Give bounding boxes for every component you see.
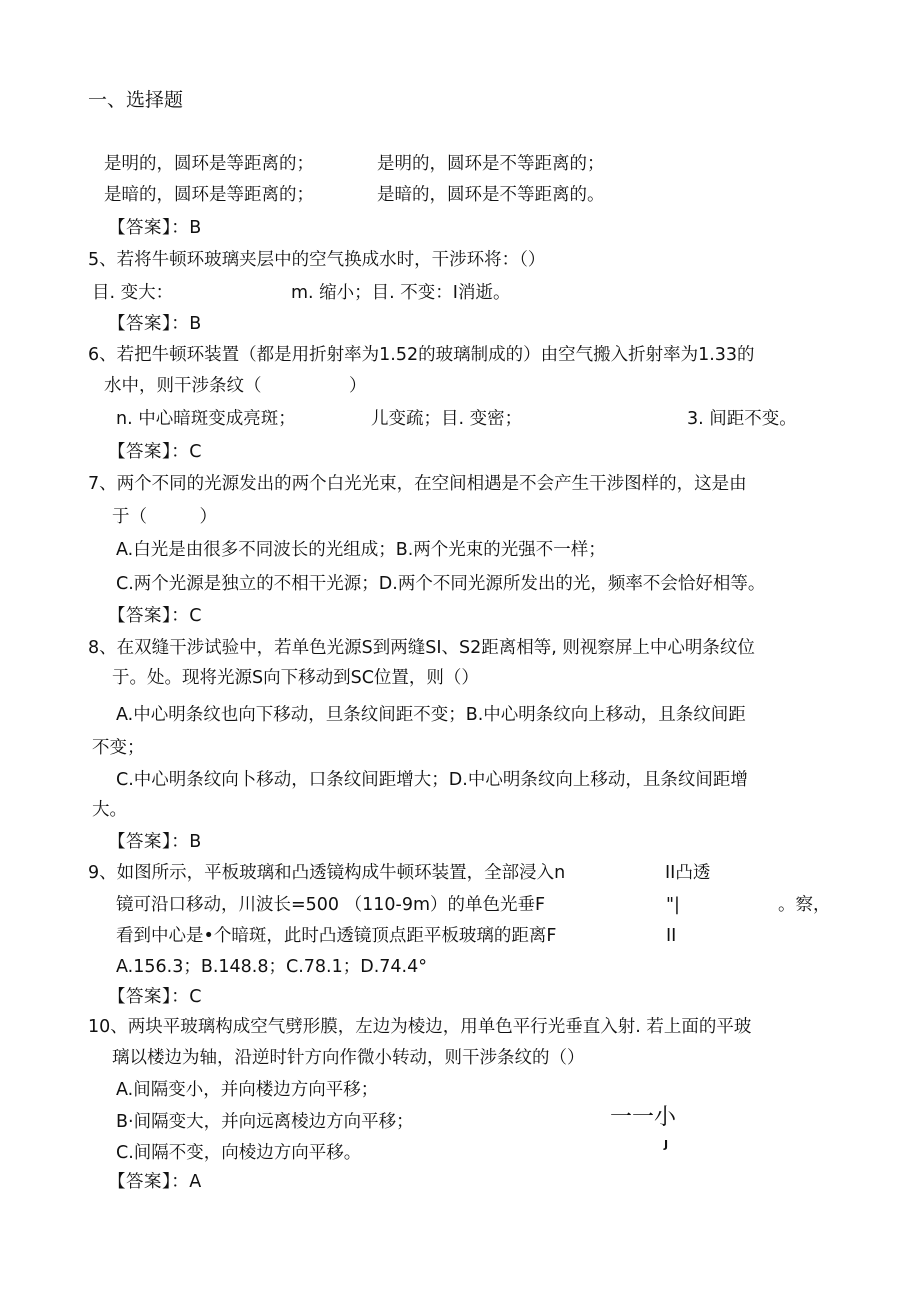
q8-options-line1a: A.中心明条纹也向下移动，旦条纹间距不变；B.中心明条纹向上移动，且条纹间距: [116, 705, 746, 725]
q6-answer: 【答案】：C: [108, 442, 202, 462]
q6-option-b: 儿变疏；目. 变密；: [371, 409, 523, 429]
q6-stem-line1: 6、若把牛顿环装置（都是用折射率为1.52的玻璃制成的）由空气搬入折射率为1.33的: [88, 345, 755, 365]
q7-options-line2: C.两个光源是独立的不相干光源；D.两个不同光源所发出的光，频率不会恰好相等。: [116, 574, 766, 594]
q10-option-c: C.间隔不变，向棱边方向平移。: [116, 1143, 362, 1163]
wedge-diagram: [610, 1100, 702, 1160]
q9-stem-line1-right: II凸透: [665, 863, 711, 883]
q9-answer: 【答案】：C: [108, 987, 202, 1007]
q7-stem-line1: 7、两个不同的光源发出的两个白光光束，在空间相遇是不会产生干涉图样的，这是由: [88, 474, 747, 494]
q4-option-line2-a: 是暗的，圆环是等距离的；: [104, 185, 314, 205]
q7-stem-line2: 于（ ）: [112, 507, 217, 527]
q10-stem-line2: 璃以楼边为轴，沿逆时针方向作微小转动，则干涉条纹的（）: [112, 1048, 585, 1068]
q8-options-line1b: 不变；: [92, 738, 145, 758]
q7-options-line1: A.白光是由很多不同波长的光组成；B.两个光束的光强不一样；: [116, 540, 606, 560]
section-title: 一、选择题: [88, 89, 184, 111]
q10-option-b: B·间隔变大，并向远离棱边方向平移；: [116, 1112, 414, 1132]
q10-option-a: A.间隔变小，并向楼边方向平移；: [116, 1080, 379, 1100]
q9-stem-line2: 镜可沿口移动，川波长=500 （110-9m）的单色光垂F: [116, 895, 546, 915]
q5-option-b: m. 缩小；目. 不变：I消逝。: [291, 283, 511, 303]
q5-stem: 5、若将牛顿环玻璃夹层中的空气换成水时，干涉环将：（）: [88, 250, 546, 270]
q9-options: A.156.3；B.148.8；C.78.1；D.74.4°: [116, 957, 427, 977]
q4-option-line1-b: 是明的，圆环是不等距离的；: [377, 154, 605, 174]
q10-answer: 【答案】：A: [108, 1172, 202, 1192]
q10-stem-line1: 10、两块平玻璃构成空气劈形膜，左边为棱边，用单色平行光垂直入射. 若上面的平玻: [88, 1017, 752, 1037]
q4-answer: 【答案】：B: [108, 218, 202, 238]
q8-answer: 【答案】：B: [108, 832, 202, 852]
q6-stem-line2: 水中，则干涉条纹（ ）: [104, 376, 367, 396]
q4-option-line1-a: 是明的，圆环是等距离的；: [104, 154, 314, 174]
q5-answer: 【答案】：B: [108, 314, 202, 334]
q6-option-a: n. 中心暗斑变成亮斑；: [116, 409, 296, 429]
q4-option-line2-b: 是暗的，圆环是不等距离的。: [377, 185, 605, 205]
q9-stem-line3-right: II: [666, 926, 677, 946]
q5-option-a: 目. 变大：: [92, 283, 174, 303]
q9-stem-line2-mid: "|: [666, 895, 680, 915]
wedge-diagram-mark: J: [664, 1138, 669, 1151]
q8-stem-line2: 于。处。现将光源S向下移动到SC位置，则（）: [112, 668, 479, 688]
wedge-diagram-text: 一一小: [610, 1105, 677, 1130]
q6-option-c: 3. 间距不变。: [687, 409, 797, 429]
q7-answer: 【答案】：C: [108, 606, 202, 626]
q8-stem-line1: 8、在双缝干涉试验中，若单色光源S到两缝SI、S2距离相等, 则视察屏上中心明条纹位: [88, 638, 755, 658]
q8-options-line2a: C.中心明条纹向卜移动，口条纹间距增大；D.中心明条纹向上移动，且条纹间距增: [116, 770, 748, 790]
q9-stem-line3: 看到中心是•个暗斑，此时凸透镜顶点距平板玻璃的距离F: [116, 926, 557, 946]
q8-options-line2b: 大。: [92, 800, 127, 820]
q9-stem-line2-right: 。察，: [778, 895, 831, 915]
q9-stem-line1: 9、如图所示，平板玻璃和凸透镜构成牛顿环装置，全部浸入n: [88, 863, 566, 883]
